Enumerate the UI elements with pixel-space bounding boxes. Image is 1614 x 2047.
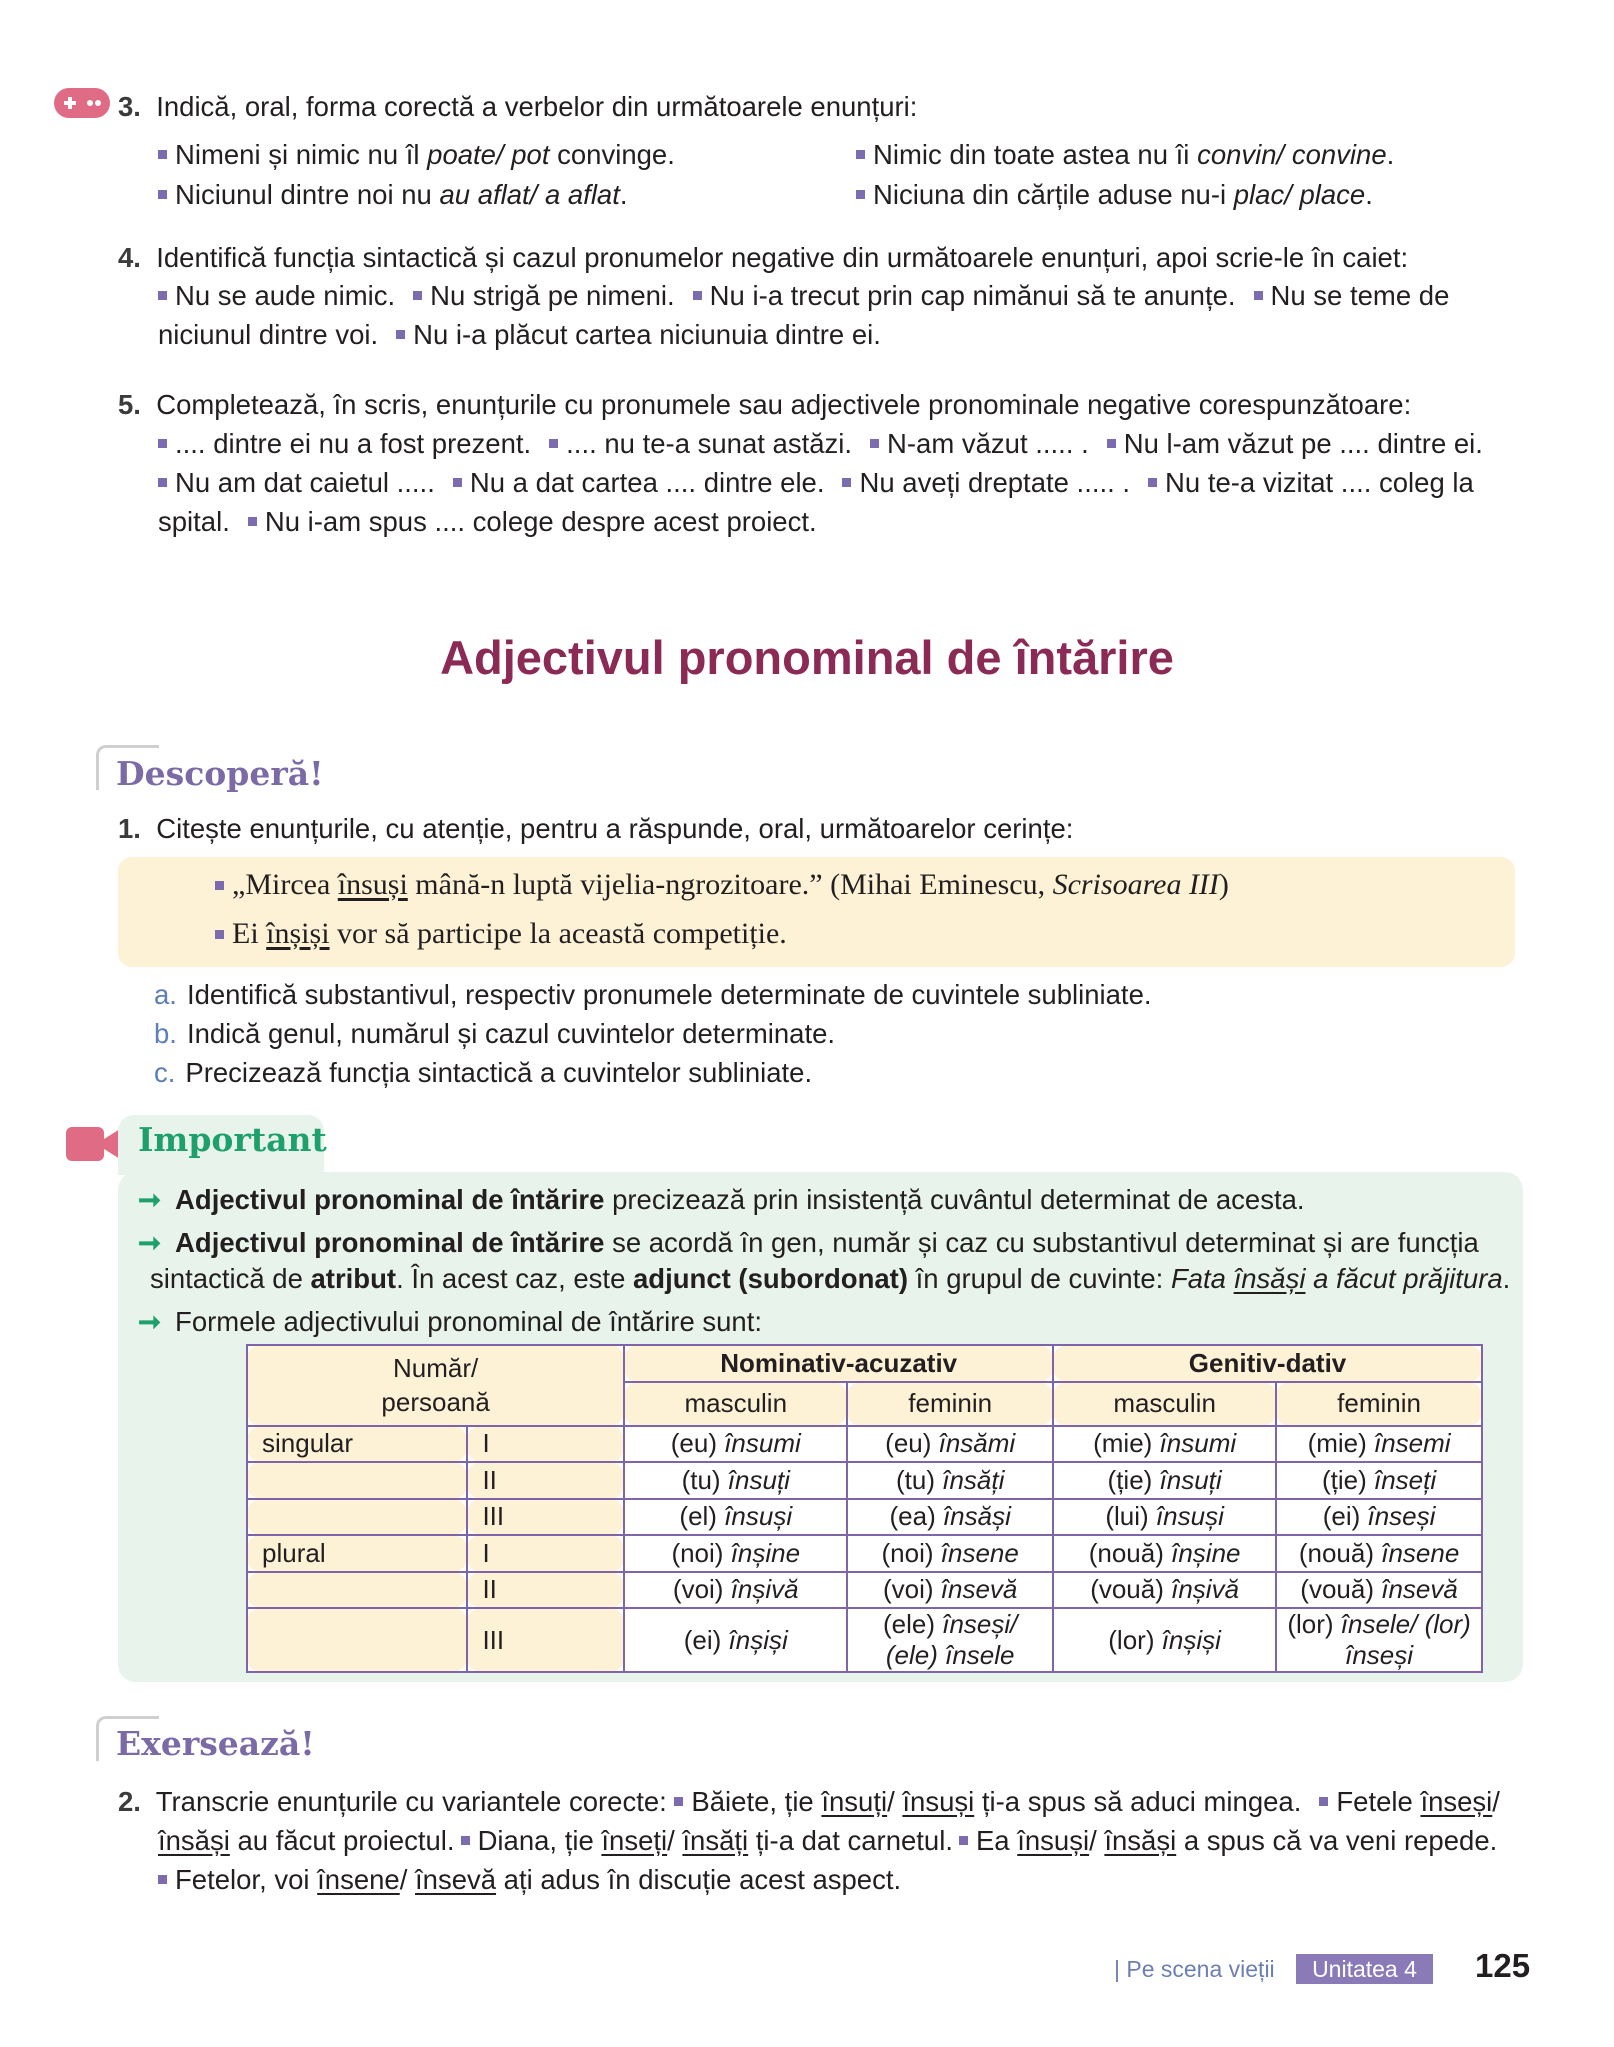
- exercise-5-sentences: Nu am dat caietul ..... Nu a dat cartea .... dintre ele. Nu aveți dreptate ..... . Nu te-a vizitat .... coleg la: [158, 463, 1474, 502]
- number-cell: [247, 1499, 467, 1536]
- pronoun-text: (noi): [881, 1537, 941, 1568]
- form-text: însele/ (lor) înseși: [1340, 1609, 1471, 1670]
- important-heading: Important: [138, 1120, 327, 1159]
- exercise-3-item: Nimeni și nimic nu îl poate/ pot convinge.: [158, 135, 675, 174]
- important-point: ➞ Formele adjectivului pronominal de întărire sunt:: [138, 1306, 762, 1337]
- exercise-3-instruction: 3. Indică, oral, forma corectă a verbelor din următoarele enunțuri:: [118, 91, 918, 122]
- form-cell: [1276, 1535, 1482, 1572]
- video-camera-icon: [66, 1125, 120, 1168]
- exercise-2-line: însăși au făcut proiectul. Diana, ție înseți/ însăți ți-a dat carnetul. Ea însuși/ însăși a spus că va veni repede.: [158, 1825, 1498, 1856]
- exercise-2-line: 2. Transcrie enunțurile cu variantele corecte: Băiete, ție însuți/ însuși ți-a spus să aduci mingea. Fetele înseși/: [118, 1786, 1500, 1817]
- form-text: însumi: [1159, 1428, 1237, 1459]
- important-point-continued: sintactică de atribut. În acest caz, este adjunct (subordonat) în grupul de cuvinte: Fata însăși a făcut prăjitura.: [150, 1263, 1511, 1294]
- pronoun-text: (nouă): [1298, 1537, 1382, 1568]
- form-cell: [624, 1426, 847, 1463]
- arrow-icon: ➞: [138, 1184, 162, 1215]
- quote-item: Ei înșiși vor să participe la această competiție.: [215, 917, 787, 951]
- form-cell: [847, 1608, 1053, 1672]
- form-text: însăși: [942, 1501, 1011, 1532]
- exercise-3-item: Nimic din toate astea nu îi convin/ convine.: [856, 135, 1394, 174]
- form-text: înșivă: [730, 1574, 799, 1605]
- form-cell: [1276, 1462, 1482, 1499]
- person-cell: II: [467, 1462, 624, 1499]
- form-cell: [624, 1572, 847, 1609]
- form-text: înseși: [1367, 1501, 1436, 1532]
- pronoun-text: (lui): [1105, 1501, 1156, 1532]
- form-text: însuți: [727, 1464, 790, 1495]
- pronoun-text: (ei): [1322, 1501, 1368, 1532]
- table-row: [247, 1535, 1482, 1572]
- person-cell: I: [467, 1535, 624, 1572]
- form-cell: [1053, 1426, 1276, 1463]
- col-header-masculin: masculin: [1053, 1382, 1276, 1426]
- form-text: înseși/ (ele) însele: [885, 1609, 1018, 1670]
- form-cell: [847, 1462, 1053, 1499]
- col-header-feminin: feminin: [1276, 1382, 1482, 1426]
- number-cell: [247, 1572, 467, 1609]
- footer-section-title: | Pe scena vieții: [1114, 1956, 1275, 1982]
- number-cell: singular: [247, 1426, 467, 1463]
- person-cell: III: [467, 1499, 624, 1536]
- pronoun-text: (voi): [882, 1574, 941, 1605]
- quote-item: „Mircea însuși mână-n luptă vijelia-ngrozitoare.” (Mihai Eminescu, Scrisoarea III): [215, 868, 1229, 902]
- form-text: însuși: [1155, 1501, 1224, 1532]
- arrow-icon: ➞: [138, 1306, 162, 1337]
- form-cell: [1276, 1608, 1482, 1672]
- practice-heading: Exersează!: [116, 1724, 315, 1763]
- form-cell: [624, 1608, 847, 1672]
- form-text: însăți: [942, 1464, 1005, 1495]
- number-cell: [247, 1462, 467, 1499]
- form-text: înșiși: [728, 1624, 788, 1655]
- form-text: înșine: [730, 1537, 801, 1568]
- number-cell: [247, 1608, 467, 1672]
- form-cell: [624, 1535, 847, 1572]
- form-cell: [847, 1535, 1053, 1572]
- pronoun-text: (eu): [885, 1428, 939, 1459]
- exercise-2-line: Fetelor, voi însene/ însevă ați adus în discuție acest aspect.: [158, 1860, 901, 1899]
- person-cell: I: [467, 1426, 624, 1463]
- table-corner-header: Număr/ persoană: [247, 1345, 624, 1426]
- person-cell: III: [467, 1608, 624, 1672]
- task-b: b. Indică genul, numărul și cazul cuvintelor determinate.: [154, 1018, 836, 1049]
- page-number: 125: [1475, 1947, 1531, 1984]
- form-text: însuți: [1159, 1464, 1222, 1495]
- form-text: însevă: [1381, 1574, 1458, 1605]
- exercise-3-item: Niciunul dintre noi nu au aflat/ a aflat.: [158, 175, 628, 214]
- form-text: însuși: [724, 1501, 793, 1532]
- pronoun-text: (vouă): [1090, 1574, 1172, 1605]
- number-cell: plural: [247, 1535, 467, 1572]
- nominativ-acuzativ-header: Nominativ-acuzativ: [624, 1345, 1053, 1382]
- form-text: însene: [940, 1537, 1019, 1568]
- table-row: [247, 1572, 1482, 1609]
- pronoun-text: (vouă): [1300, 1574, 1382, 1605]
- unit-badge: Unitatea 4: [1296, 1954, 1433, 1984]
- form-text: însevă: [940, 1574, 1018, 1605]
- form-text: însămi: [938, 1428, 1016, 1459]
- exercise-5-instruction: 5. Completează, în scris, enunțurile cu pronumele sau adjectivele pronominale negative corespunzătoare:: [118, 389, 1412, 420]
- pronoun-text: (nouă): [1088, 1537, 1172, 1568]
- pronoun-text: (mie): [1307, 1428, 1374, 1459]
- pronoun-text: (eu): [670, 1428, 725, 1459]
- pronoun-text: (tu): [681, 1464, 728, 1495]
- discover-instruction: 1. Citește enunțurile, cu atenție, pentru a răspunde, oral, următoarelor cerințe:: [118, 813, 1074, 844]
- pronoun-text: (el): [679, 1501, 725, 1532]
- gamepad-icon: [54, 88, 110, 118]
- col-header-masculin: masculin: [624, 1382, 847, 1426]
- arrow-icon: ➞: [138, 1227, 162, 1258]
- pronoun-text: (lor): [1287, 1609, 1341, 1639]
- form-text: însumi: [724, 1428, 801, 1459]
- pronoun-text: (noi): [671, 1537, 731, 1568]
- table-row: [247, 1499, 1482, 1536]
- form-cell: [624, 1499, 847, 1536]
- form-cell: [1053, 1499, 1276, 1536]
- form-text: însene: [1381, 1537, 1460, 1568]
- table-row: [247, 1462, 1482, 1499]
- genitiv-dativ-header: Genitiv-dativ: [1053, 1345, 1482, 1382]
- form-text: înșiși: [1161, 1624, 1221, 1655]
- form-cell: [1053, 1462, 1276, 1499]
- form-cell: [1276, 1499, 1482, 1536]
- task-c: c. Precizează funcția sintactică a cuvintelor subliniate.: [154, 1057, 813, 1088]
- form-cell: [847, 1499, 1053, 1536]
- form-text: înșine: [1171, 1537, 1241, 1568]
- pronoun-text: (lor): [1108, 1624, 1162, 1655]
- form-cell: [1276, 1572, 1482, 1609]
- form-text: însemi: [1374, 1428, 1451, 1459]
- pronoun-text: (ele): [882, 1609, 943, 1639]
- table-row: [247, 1426, 1482, 1463]
- form-text: înseți: [1373, 1464, 1437, 1495]
- exercise-5-sentences: spital. Nu i-am spus .... colege despre acest proiect.: [158, 506, 817, 537]
- col-header-feminin: feminin: [847, 1382, 1053, 1426]
- pronoun-text: (ea): [889, 1501, 943, 1532]
- form-cell: [1053, 1535, 1276, 1572]
- form-cell: [1276, 1426, 1482, 1463]
- exercise-4-sentences: niciunul dintre voi. Nu i-a plăcut cartea niciunuia dintre ei.: [158, 319, 881, 350]
- lesson-title: Adjectivul pronominal de întărire: [440, 631, 1174, 684]
- form-cell: [847, 1426, 1053, 1463]
- form-text: înșivă: [1171, 1574, 1240, 1605]
- pronoun-text: (mie): [1093, 1428, 1160, 1459]
- forms-table: [246, 1344, 1483, 1673]
- pronoun-text: (ei): [683, 1624, 729, 1655]
- exercise-4-sentences: Nu se aude nimic. Nu strigă pe nimeni. Nu i-a trecut prin cap nimănui să te anunțe. Nu se teme de: [158, 276, 1449, 315]
- pronoun-text: (ție): [1321, 1464, 1374, 1495]
- table-header-row: [247, 1345, 1482, 1382]
- exercise-4-instruction: 4. Identifică funcția sintactică și cazul pronumelor negative din următoarele enunțuri, apoi scrie-le în caiet:: [118, 242, 1409, 273]
- person-cell: II: [467, 1572, 624, 1609]
- important-point: ➞ Adjectivul pronominal de întărire precizează prin insistență cuvântul determinat de acesta.: [138, 1184, 1305, 1215]
- important-point: ➞ Adjectivul pronominal de întărire se acordă în gen, număr și caz cu substantivul determinat și are funcția: [138, 1227, 1479, 1258]
- discover-heading: Descoperă!: [116, 754, 324, 793]
- form-cell: [1053, 1572, 1276, 1609]
- form-cell: [624, 1462, 847, 1499]
- form-cell: [847, 1572, 1053, 1609]
- form-cell: [1053, 1608, 1276, 1672]
- exercise-3-item: Niciuna din cărțile aduse nu-i plac/ place.: [856, 175, 1373, 214]
- pronoun-text: (ție): [1107, 1464, 1160, 1495]
- pronoun-text: (voi): [672, 1574, 731, 1605]
- task-a: a. Identifică substantivul, respectiv pronumele determinate de cuvintele subliniate.: [154, 979, 1152, 1010]
- table-row: [247, 1608, 1482, 1672]
- pronoun-text: (tu): [895, 1464, 943, 1495]
- exercise-5-sentences: .... dintre ei nu a fost prezent. .... nu te-a sunat astăzi. N-am văzut ..... . Nu l-am văzut pe .... dintre ei.: [158, 424, 1483, 463]
